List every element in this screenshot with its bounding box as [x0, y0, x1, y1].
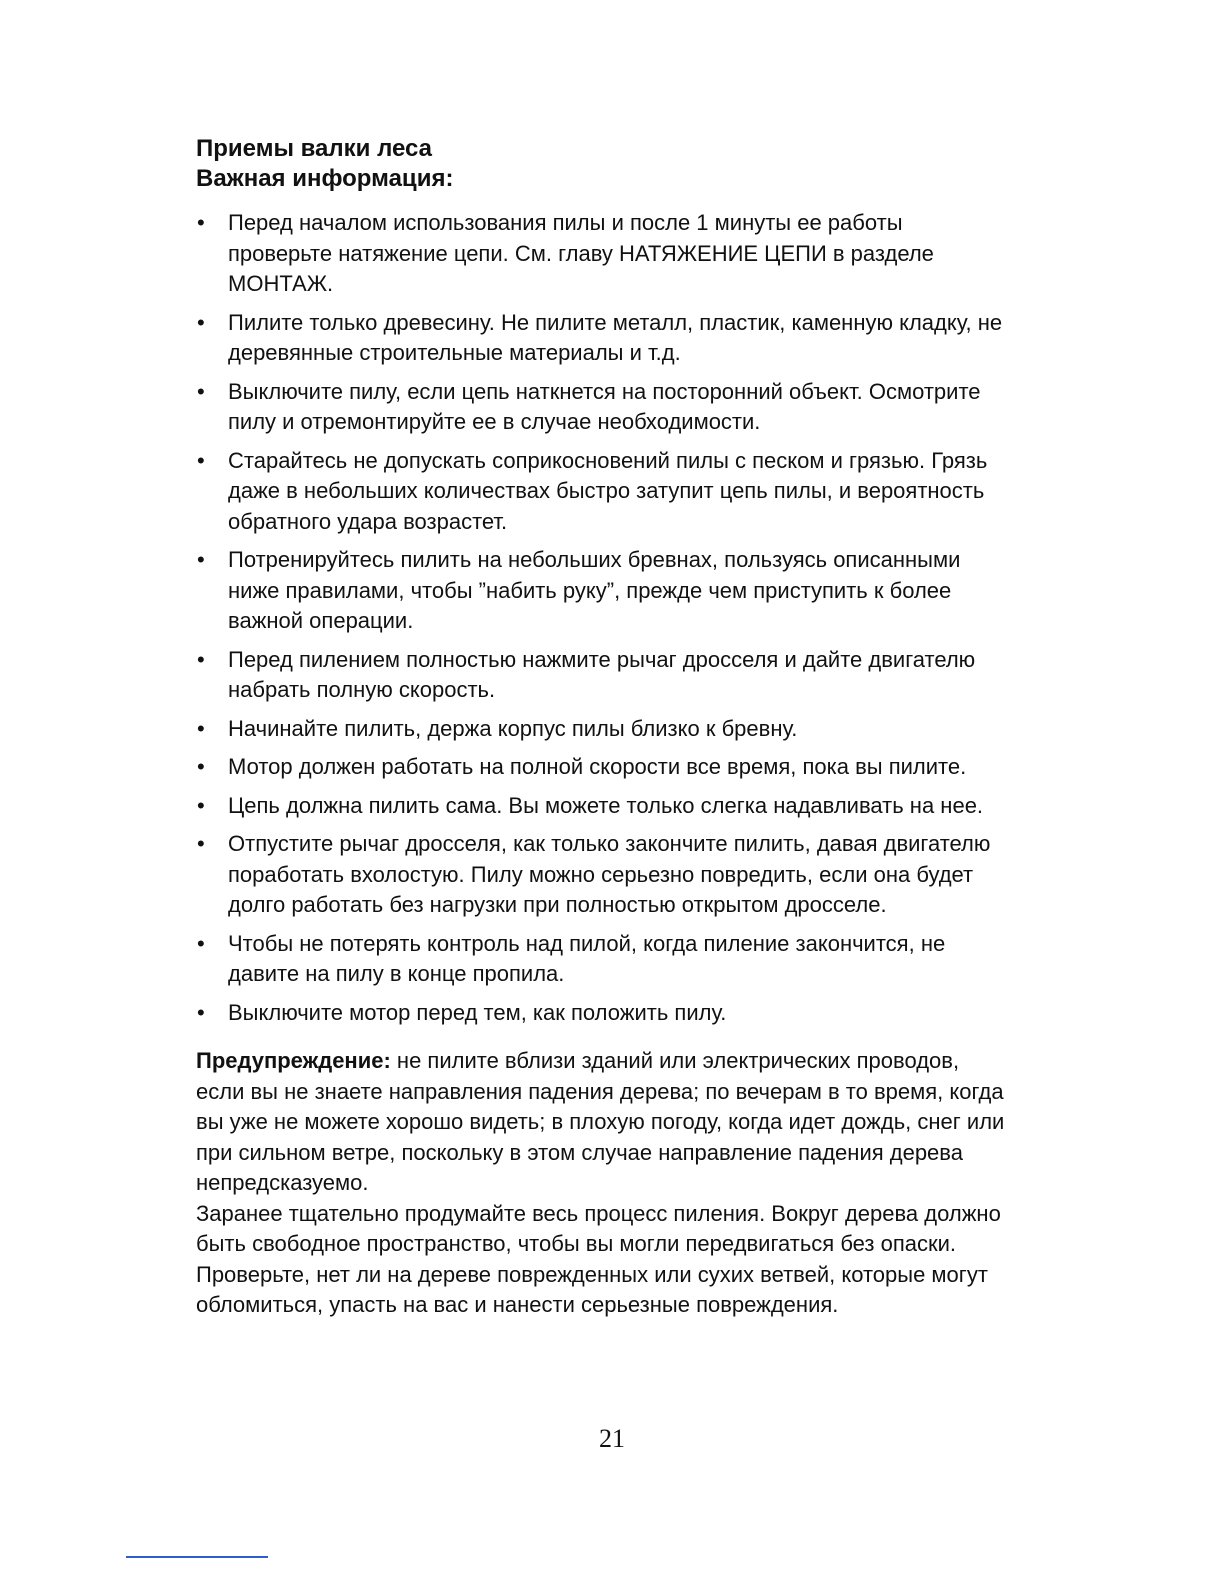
- bullet-icon: •: [197, 930, 205, 956]
- list-item: [196, 829, 1006, 921]
- list-item: [196, 545, 1006, 637]
- list-item-text: Мотор должен работать на полной скорости все время, пока вы пилите.: [228, 754, 967, 779]
- list-item-text: Выключите мотор перед тем, как положить пилу.: [228, 999, 727, 1025]
- bullet-icon: •: [197, 547, 205, 572]
- bullet-icon: •: [197, 447, 205, 473]
- list-item-text: Потренируйтесь пилить на небольших бревнах, пользуясь описанными ниже правилами, чтобы ”набить руку”, прежде чем приступить к более важной операции.: [228, 547, 961, 633]
- list-item: [196, 998, 1006, 1029]
- bullet-icon: •: [197, 999, 205, 1025]
- list-item-text: Пилите только древесину. Не пилите металл, пластик, каменную кладку, не деревянные строительные материалы и т.д.: [228, 309, 1003, 365]
- list-item: [196, 929, 1006, 990]
- page-number: 21: [599, 1424, 625, 1453]
- bullet-icon: •: [197, 831, 205, 856]
- bullet-icon: •: [197, 754, 205, 779]
- footer-rule: [126, 1556, 268, 1558]
- bullet-icon: •: [197, 646, 205, 672]
- bullet-icon: •: [197, 309, 205, 335]
- bullet-icon: •: [197, 715, 205, 741]
- list-item: [196, 446, 1006, 538]
- list-item-text: Отпустите рычаг дросселя, как только закончите пилить, давая двигателю поработать вхолостую. Пилу можно серьезно повредить, если она будет долго работать без нагрузки при полностью открытом дросселе.: [228, 831, 991, 917]
- list-item: [196, 645, 1006, 706]
- list-item-text: Цепь должна пилить сама. Вы можете только слегка надавливать на нее.: [228, 792, 984, 818]
- list-item-text: Старайтесь не допускать соприкосновений пилы с песком и грязью. Грязь даже в небольших количествах быстро затупит цепь пилы, и вероятность обратного удара возрастет.: [228, 447, 988, 534]
- list-item-text: Чтобы не потерять контроль над пилой, когда пиление закончится, не давите на пилу в конце пропила.: [228, 930, 946, 986]
- warning-paragraph: [196, 1046, 1006, 1199]
- bullet-list: [196, 208, 1006, 1028]
- document-body: [196, 134, 1006, 1321]
- list-item-text: Выключите пилу, если цепь наткнется на посторонний объект. Осмотрите пилу и отремонтируйте ее в случае необходимости.: [228, 378, 981, 434]
- warning-label: Предупреждение:: [196, 1048, 391, 1073]
- list-item: [196, 377, 1006, 438]
- bullet-icon: •: [197, 378, 205, 404]
- list-item-text: Перед началом использования пилы и после 1 минуты ее работы проверьте натяжение цепи. См. главу НАТЯЖЕНИЕ ЦЕПИ в разделе МОНТАЖ.: [228, 210, 934, 296]
- section-subtitle: Важная информация:: [196, 165, 454, 192]
- bullet-icon: •: [197, 792, 205, 818]
- list-item: [196, 714, 1006, 745]
- list-item: [196, 752, 1006, 783]
- list-item: [196, 208, 1006, 300]
- bullet-icon: •: [197, 210, 205, 235]
- body-paragraph: Заранее тщательно продумайте весь процесс пиления. Вокруг дерева должно быть свободное пространство, чтобы вы могли передвигаться без опаски. Проверьте, нет ли на дереве поврежденных или сухих ветвей, которые могут обломиться, упасть на вас и нанести серьезные повреждения.: [196, 1200, 1001, 1317]
- list-item: [196, 791, 1006, 822]
- list-item: [196, 308, 1006, 369]
- list-item-text: Перед пилением полностью нажмите рычаг дросселя и дайте двигателю набрать полную скорость.: [228, 646, 976, 702]
- list-item-text: Начинайте пилить, держа корпус пилы близко к бревну.: [228, 715, 798, 741]
- warning-text: не пилите вблизи зданий или электрических проводов, если вы не знаете направления падения дерева; по вечерам в то время, когда вы уже не можете хорошо видеть; в плохую погоду, когда идет дождь, снег или при сильном ветре, поскольку в этом случае направление падения дерева непредсказуемо.: [196, 1048, 1005, 1195]
- page-title: Приемы валки леса: [196, 135, 433, 162]
